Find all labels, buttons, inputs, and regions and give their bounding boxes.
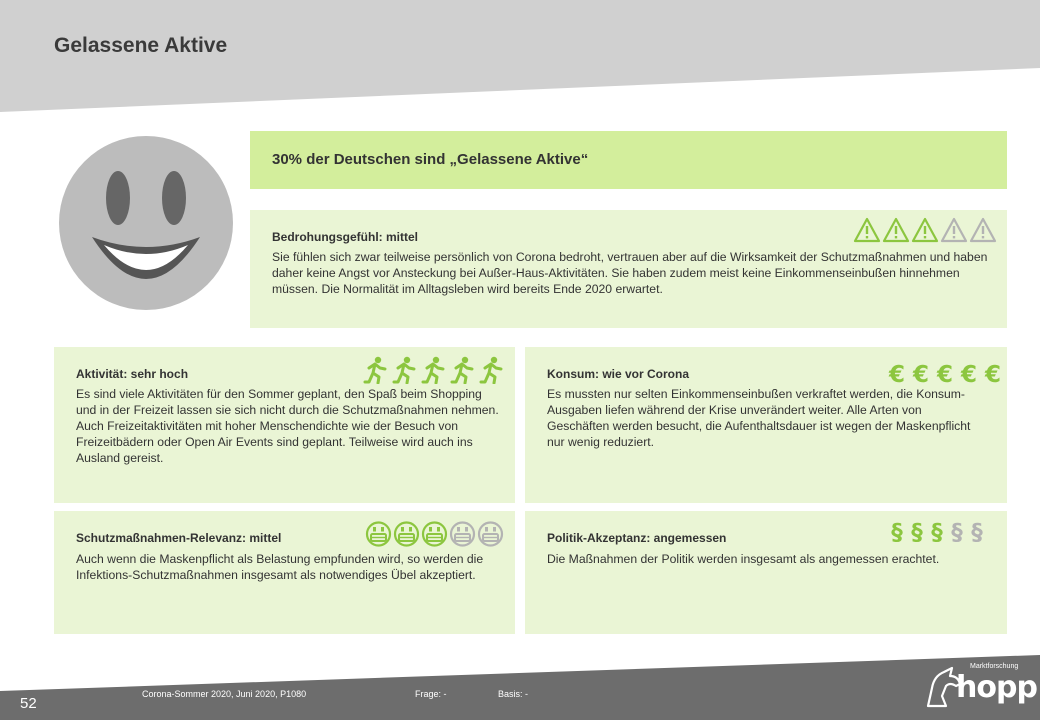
- euro-icon: [933, 360, 957, 388]
- svg-text:§: §: [911, 520, 923, 546]
- svg-text:§: §: [971, 520, 983, 546]
- svg-text:§: §: [931, 520, 943, 546]
- consumption-body: Es mussten nur selten Einkommenseinbußen verkraftet werden, die Konsum-Ausgaben liefen während der Krise unverändert weiter. Alle Arten von Geschäften werden besucht, die Aufenthaltsdauer ist wegen der Maskenpflicht nur wenig reduziert.: [547, 387, 971, 449]
- warning-icon: [940, 217, 968, 243]
- warning-icon: [853, 217, 881, 243]
- politics-title: Politik-Akzeptanz: angemessen: [547, 531, 727, 545]
- svg-text:€: €: [912, 362, 930, 388]
- activity-card: [54, 347, 515, 503]
- mask-face-icon: [420, 520, 449, 548]
- page-title: Gelassene Aktive: [54, 34, 228, 57]
- mask-face-icon: [448, 520, 477, 548]
- page-number: 52: [20, 695, 37, 712]
- footer-basis: Basis: -: [498, 689, 529, 699]
- mask-face-icon: [364, 520, 393, 548]
- euro-icon: [909, 360, 933, 388]
- warning-icon: [911, 217, 939, 243]
- running-person-icon: [361, 356, 390, 384]
- svg-text:€: €: [936, 362, 954, 388]
- protection-rating: [364, 520, 505, 548]
- smiley-face-icon: [58, 135, 234, 311]
- activity-body: Es sind viele Aktivitäten für den Sommer geplant, den Spaß beim Shopping und in der Freizeit lassen sie sich nicht durch die Schutzmaßnahmen nehmen. Auch Freizeitaktivitäten mit hoher Menschendichte wie der Besuch von Freizeitbädern oder Open Air Events sind geplant. Teilweise wird auch ins Ausland gereist.: [76, 387, 499, 465]
- headline-text: 30% der Deutschen sind „Gelassene Aktive“: [272, 151, 589, 168]
- running-person-icon: [477, 356, 506, 384]
- svg-text:§: §: [891, 520, 903, 546]
- warning-icon: [969, 217, 997, 243]
- logo-wordmark: hopp: [956, 670, 1037, 705]
- running-person-icon: [419, 356, 448, 384]
- euro-icon: [885, 360, 909, 388]
- footer-source: Corona-Sommer 2020, Juni 2020, P1080: [142, 689, 307, 699]
- logo-tagline: Marktforschung: [970, 663, 1019, 670]
- protection-card: [54, 511, 515, 634]
- paragraph-icon: [965, 518, 989, 546]
- activity-title: Aktivität: sehr hoch: [76, 367, 189, 381]
- threat-title: Bedrohungsgefühl: mittel: [272, 230, 418, 244]
- svg-text:€: €: [888, 362, 906, 388]
- svg-text:§: §: [951, 520, 963, 546]
- politics-card: [525, 511, 1007, 634]
- svg-text:€: €: [960, 362, 978, 388]
- mask-face-icon: [476, 520, 505, 548]
- threat-card: [250, 210, 1007, 328]
- consumption-card: [525, 347, 1007, 503]
- consumption-title: Konsum: wie vor Corona: [547, 367, 690, 381]
- euro-icon: [957, 360, 981, 388]
- running-person-icon: [390, 356, 419, 384]
- euro-icon: [981, 360, 1005, 388]
- running-person-icon: [448, 356, 477, 384]
- politics-body: Die Maßnahmen der Politik werden insgesamt als angemessen erachtet.: [547, 552, 940, 566]
- consumption-rating: [885, 360, 1005, 388]
- warning-icon: [882, 217, 910, 243]
- threat-body: Sie fühlen sich zwar teilweise persönlich von Corona bedroht, vertrauen aber auf die Wirksamkeit der Schutzmaßnahmen und haben daher keine Angst vor Ansteckung bei Außer-Haus-Aktivitäten. Sie haben zudem meist keine Einkommenseinbußen hinnehmen müssen. Die Normalität im Alltagsleben wird bereits Ende 2020 erwartet.: [272, 250, 988, 296]
- svg-text:€: €: [984, 362, 1002, 388]
- mask-face-icon: [392, 520, 421, 548]
- politics-rating: [885, 518, 989, 546]
- footer-band: [0, 655, 1040, 720]
- protection-body: Auch wenn die Maskenpflicht als Belastung empfunden wird, so werden die Infektions-Schutzmaßnahmen insgesamt als notwendiges Übel akzeptiert.: [76, 552, 484, 582]
- footer-frage: Frage: -: [415, 689, 447, 699]
- headline-box: [250, 131, 1007, 189]
- activity-rating: [361, 356, 506, 384]
- protection-title: Schutzmaßnahmen-Relevanz: mittel: [76, 531, 282, 545]
- threat-rating: [853, 217, 997, 243]
